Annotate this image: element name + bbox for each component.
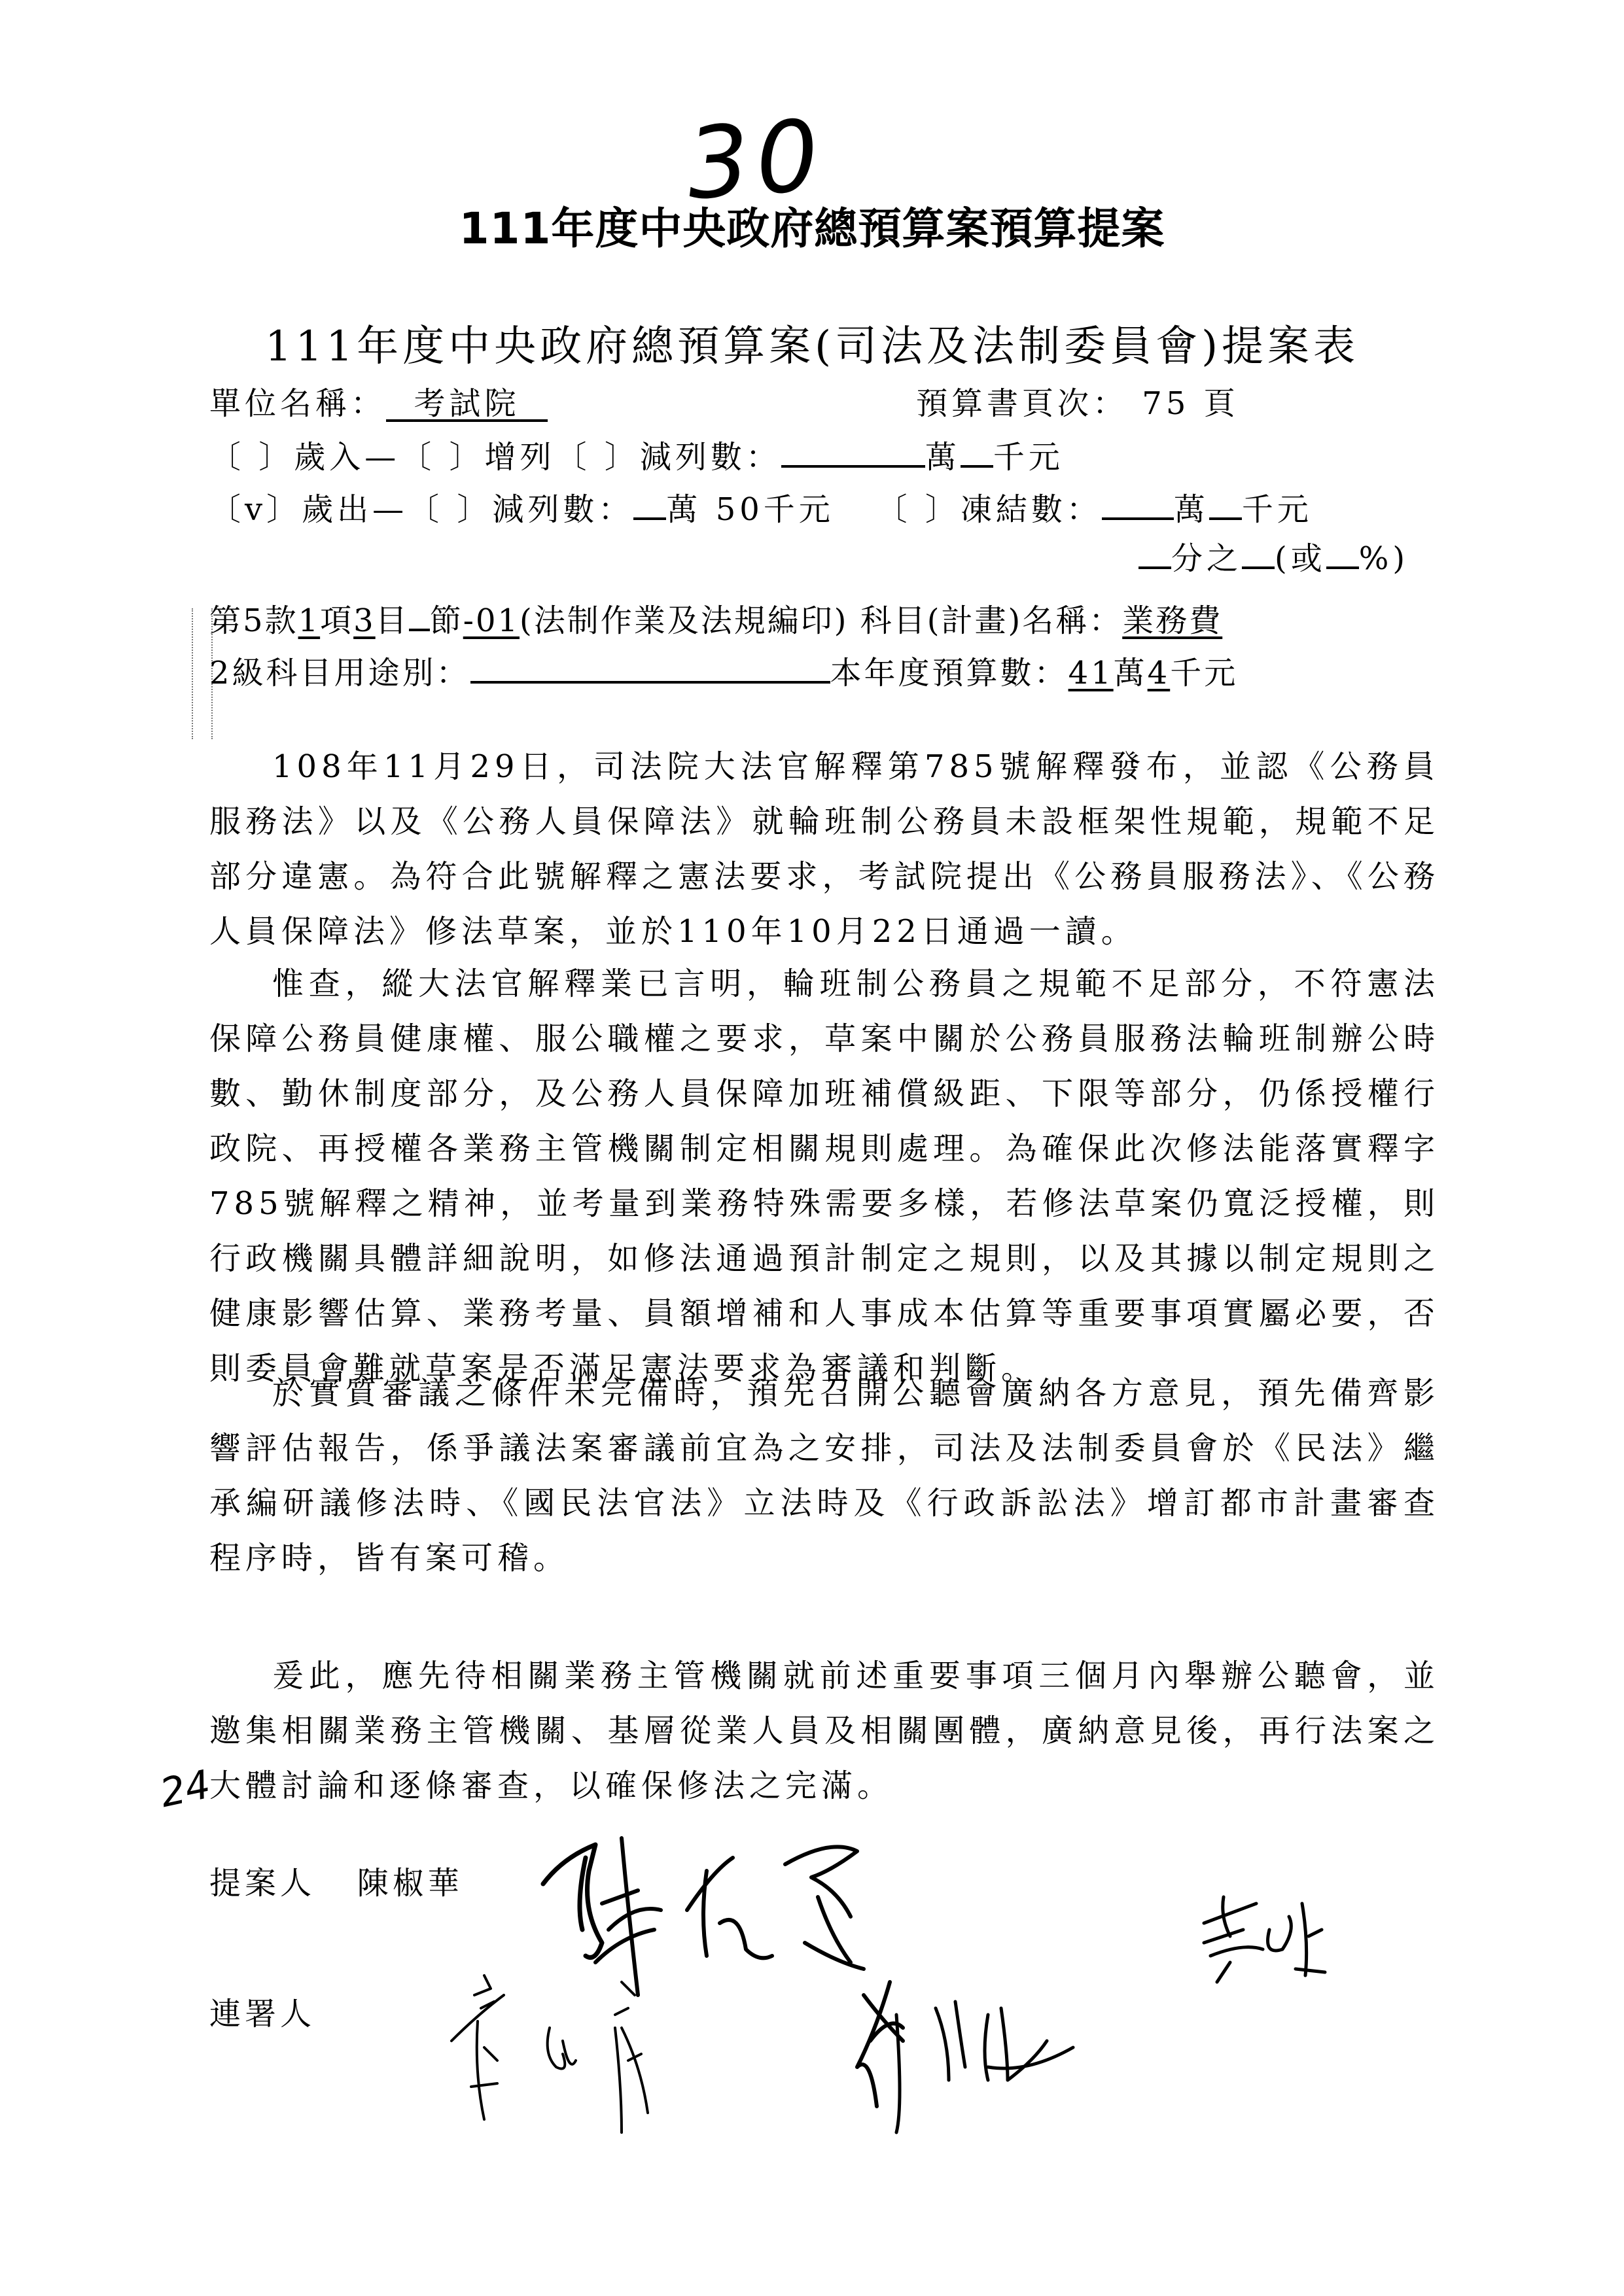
- cosigner-signature-1: [451, 1969, 713, 2139]
- fraction-line: [1139, 533, 1409, 578]
- unit-field: [209, 378, 548, 423]
- expenditure-line: [209, 484, 1313, 529]
- level2-label: 2級科目用途別：: [209, 655, 470, 691]
- expenditure-wan-unit: 萬: [666, 491, 702, 528]
- revenue-wan-unit: 萬: [925, 439, 961, 476]
- percent-field[interactable]: [1326, 538, 1359, 569]
- expenditure-decrease-wan-field[interactable]: [633, 489, 666, 520]
- revenue-qian-unit: 千元: [993, 439, 1064, 476]
- budget-page-label: 預算書頁次：: [916, 385, 1129, 422]
- subject-label: 科目(計畫)名稱：: [860, 602, 1123, 639]
- paragraph-4: 爰此，應先待相關業務主管機關就前述重要事項三個月內舉辦公聽會，並邀集相關業務主管機關、基層從業人員及相關團體，廣納意見後，再行法案之大體討論和逐條審查，以確保修法之完滿。: [209, 1658, 1439, 1804]
- level2-line: 2級科目用途別： 本年度預算數：41萬4千元: [209, 648, 1238, 693]
- unit-label: 單位名稱：: [209, 385, 387, 422]
- freeze-checkbox[interactable]: 〔 〕: [875, 491, 961, 528]
- expenditure-decrease-label: 減列數：: [492, 491, 634, 528]
- fraction-fen-zhi: 分之: [1171, 540, 1243, 577]
- annual-budget-qian: 4: [1147, 655, 1171, 691]
- budget-page-value: 75: [1142, 385, 1190, 422]
- revenue-line: [209, 432, 1064, 477]
- cosigners-label: 連署人: [209, 1996, 316, 2032]
- freeze-qian-unit: 千元: [1241, 491, 1313, 528]
- fraction-denominator-field[interactable]: [1139, 538, 1171, 569]
- program-code: -01: [463, 602, 520, 639]
- paragraph-1: 108年11月29日，司法院大法官解釋第785號解釋發布，並認《公務員服務法》以及《公務人員保障法》就輪班制公務員未設框架性規範，規範不足部分違憲。為符合此號解釋之憲法要求，考試院提出《公務員服務法》、《公務人員保障法》修法草案，並於110年10月22日通過一讀。: [209, 748, 1439, 950]
- handwritten-margin-note: 24: [156, 1761, 215, 1817]
- jie-field[interactable]: [409, 600, 430, 631]
- revenue-wan-field[interactable]: [781, 436, 925, 468]
- annual-budget-label: 本年度預算數：: [830, 655, 1068, 691]
- subject-value: 業務費: [1122, 602, 1223, 639]
- expenditure-decrease-qian-value[interactable]: 50: [715, 491, 764, 528]
- mu-value: 3: [353, 602, 376, 639]
- freeze-label: 凍結數：: [960, 491, 1102, 528]
- main-title: 111年度中央政府總預算案預算提案: [459, 203, 1165, 254]
- revenue-checkbox[interactable]: 〔 〕: [209, 439, 294, 476]
- unit-value: 考試院: [414, 385, 520, 422]
- freeze-qian-field[interactable]: [1209, 489, 1242, 520]
- program-name: (法制作業及法規編印): [520, 602, 849, 639]
- budget-page-field: [916, 378, 1239, 423]
- proposer-name: 陳椒華: [357, 1865, 463, 1902]
- budget-page-suffix: 頁: [1203, 385, 1239, 422]
- revenue-label: 歲入—: [294, 439, 400, 476]
- revenue-qian-field[interactable]: [961, 436, 993, 468]
- annual-budget-wan: 41: [1068, 655, 1114, 691]
- percent-label: %): [1358, 540, 1409, 577]
- revenue-decrease-label: 減列數：: [639, 439, 781, 476]
- xiang-value: 1: [298, 602, 321, 639]
- fraction-or-label: (或: [1275, 540, 1326, 577]
- fraction-numerator-field[interactable]: [1242, 538, 1275, 569]
- proposer-row: [209, 1858, 463, 1903]
- item-line: 第5款1項3目 節-01(法制作業及法規編印) 科目(計畫)名稱：業務費: [209, 595, 1222, 640]
- expenditure-checkbox[interactable]: 〔v〕: [209, 491, 302, 528]
- paragraph-3: 於實質審議之條件未完備時，預先召開公聽會廣納各方意見，預先備齊影響評估報告，係爭議法案審議前宜為之安排，司法及法制委員會於《民法》繼承編研議修法時、《國民法官法》立法時及《行政訴訟法》增訂都市計畫審查程序時，皆有案可稽。: [209, 1375, 1439, 1576]
- freeze-wan-unit: 萬: [1173, 491, 1209, 528]
- revenue-decrease-checkbox[interactable]: 〔 〕: [555, 439, 640, 476]
- expenditure-label: 歲出—: [302, 491, 408, 528]
- expenditure-decrease-checkbox[interactable]: 〔 〕: [408, 491, 493, 528]
- kuan-value: 5: [243, 602, 265, 639]
- expenditure-qian-unit: 千元: [763, 491, 834, 528]
- cosigner-signature-3: [1197, 1890, 1328, 1989]
- form-title: 111年度中央政府總預算案(司法及法制委員會)提案表: [264, 322, 1360, 371]
- level2-field[interactable]: [470, 652, 830, 684]
- revenue-increase-label: 增列: [484, 439, 556, 476]
- cosigner-signature-2: [838, 1975, 1112, 2132]
- paragraph-2: 惟查，縱大法官解釋業已言明，輪班制公務員之規範不足部分，不符憲法保障公務員健康權、服公職權之要求，草案中關於公務員服務法輪班制辦公時數、勤休制度部分，及公務人員保障加班補償級距、下限等部分，仍係授權行政院、再授權各業務主管機關制定相關規則處理。為確保此次修法能落實釋字785號解釋之精神，並考量到業務特殊需要多樣，若修法草案仍寬泛授權，則行政機關具體詳細說明，如修法通過預計制定之規則，以及其據以制定規則之健康影響估算、業務考量、員額增補和人事成本估算等重要事項實屬必要，否則委員會難就草案是否滿足憲法要求為審議和判斷。: [209, 965, 1439, 1387]
- proposer-label: 提案人: [209, 1865, 316, 1902]
- freeze-wan-field[interactable]: [1102, 489, 1174, 520]
- revenue-increase-checkbox[interactable]: 〔 〕: [400, 439, 485, 476]
- handwritten-page-number: 30: [683, 98, 829, 222]
